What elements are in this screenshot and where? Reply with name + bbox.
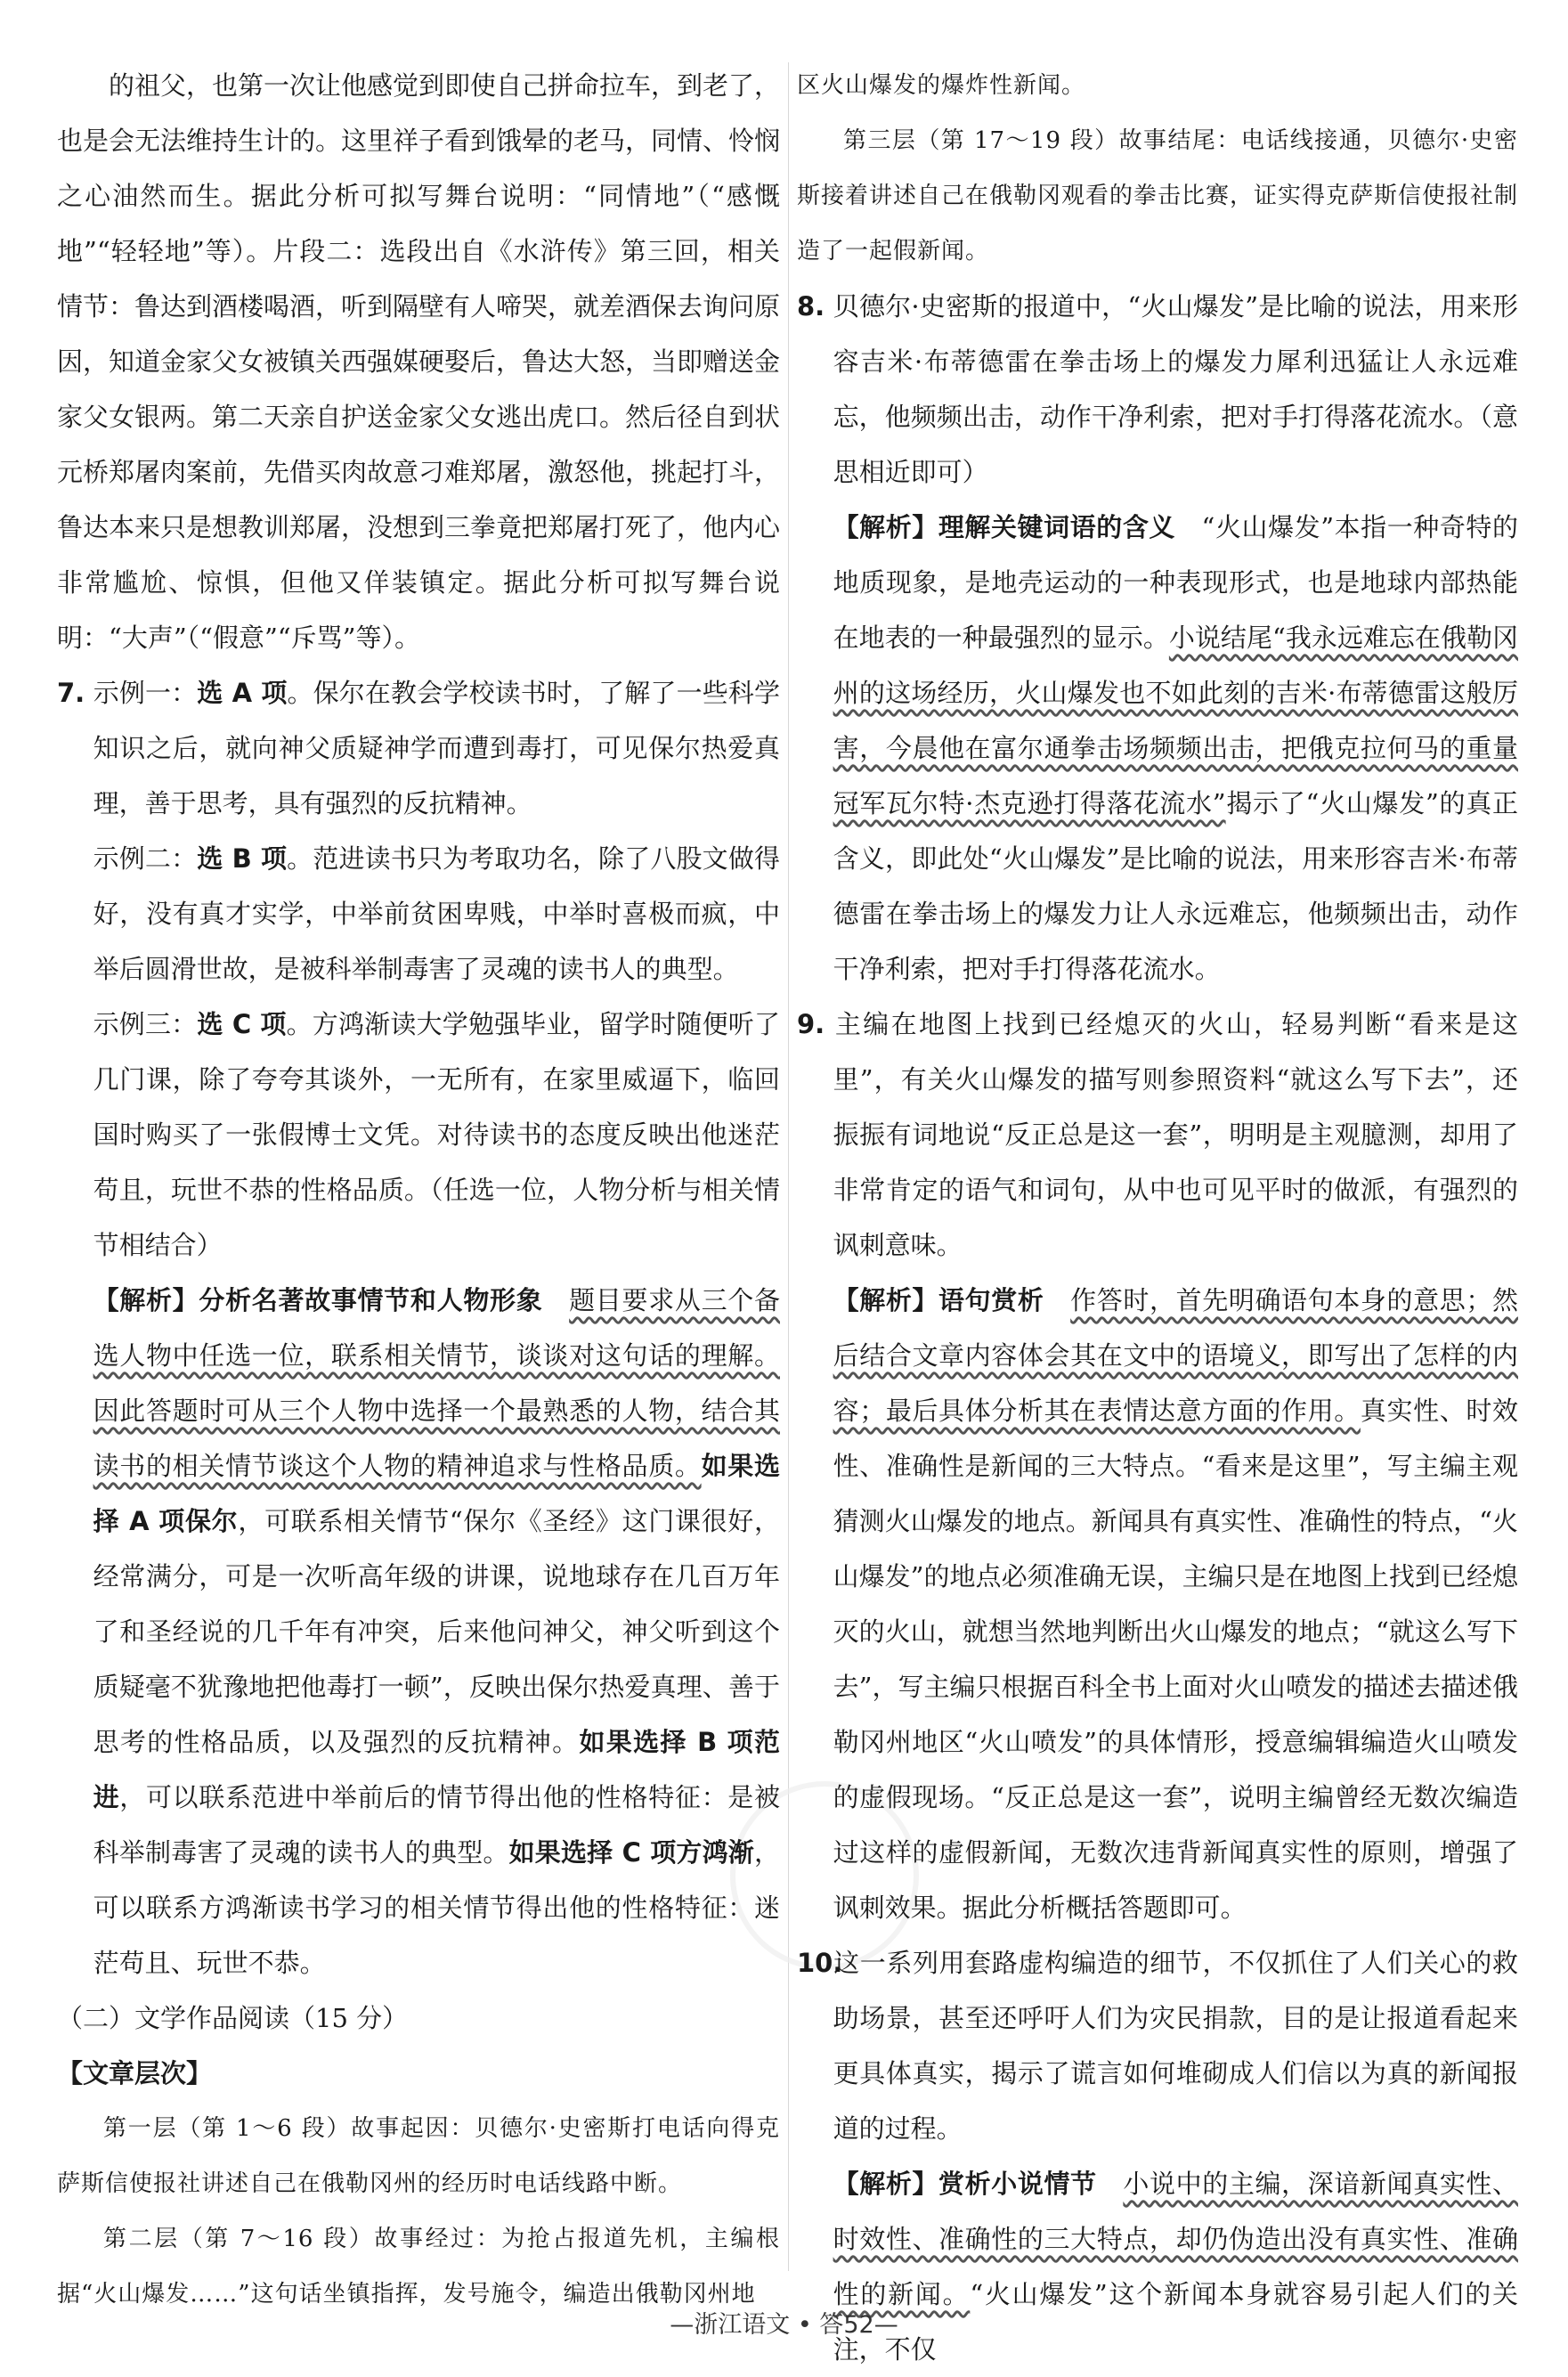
q9-answer: 9. 主编在地图上找到已经熄灭的火山，轻易判断“看来是这里”，有关火山爆发的描写则参照资料“就这么写下去”，还振振有词地说“反正总是这一套”，明明是主观臆测，却用了非常肯定的语气和词句，从中也可见平时的做派，有强烈的讽刺意味。: [797, 997, 1518, 1273]
analysis-tag: 【解析】赏析小说情节: [833, 2169, 1097, 2199]
layer-1: 第一层（第 1～6 段）故事起因：贝德尔·史密斯打电话向得克萨斯信使报社讲述自己在俄勒冈州的经历时电话线路中断。: [57, 2115, 780, 2197]
q6-analysis-continued: 的祖父，也第一次让他感觉到即使自己拼命拉车，到老了，也是会无法维持生计的。这里祥子看到饿晕的老马，同情、怜悯之心油然而生。据此分析可拟写舞台说明：“同情地”（“感慨地”“轻轻地”等）。片段二：选段出自《水浒传》第三回，相关情节：鲁达到酒楼喝酒，听到隔壁有人啼哭，就差酒保去询问原因，知道金家父女被镇关西强媒硬娶后，鲁达大怒，当即赠送金家父女银两。第二天亲自护送金家父女逃出虎口。然后径自到状元桥郑屠肉案前，先借买肉故意刁难郑屠，激怒他，挑起打斗，鲁达本来只是想教训郑屠，没想到三拳竟把郑屠打死了，他内心非常尴尬、惊惧，但他又佯装镇定。据此分析可拟写舞台说明：“大声”（“假意”“斥骂”等）。: [57, 70, 781, 653]
section-heading: （二）文学作品阅读（15 分）: [57, 2003, 409, 2033]
left-column: [57, 58, 780, 2322]
analysis-tag: 【解析】分析名著故事情节和人物形象: [93, 1285, 543, 1315]
layer-2: 第二层（第 7～16 段）故事经过：为抢占报道先机，主编根据“火山爆发……”这句话坐镇指挥，发号施令，编造出俄勒冈州地: [57, 2226, 780, 2308]
right-column: [797, 58, 1518, 2377]
q10-analysis: 【解析】赏析小说情节 小说中的主编，深谙新闻真实性、时效性、准确性的三大特点，却仍伪造出没有真实性、准确性的新闻。“火山爆发”这个新闻本身就容易引起人们的关注，不仅: [833, 2169, 1518, 2365]
q8-answer: 8. 贝德尔·史密斯的报道中，“火山爆发”是比喻的说法，用来形容吉米·布蒂德雷在拳击场上的爆发力犀利迅猛让人永远难忘，他频频出击，动作干净利索，把对手打得落花流水。（意思相近即可）: [797, 279, 1518, 500]
q7-answer-a: 7. 示例一：选 A 项。保尔在教会学校读书时，了解了一些科学知识之后，就向神父质疑神学而遭到毒打，可见保尔热爱真理，善于思考，具有强烈的反抗精神。: [57, 665, 780, 831]
q10-answer: 10.这一系列用套路虚构编造的细节，不仅抓住了人们关心的救助场景，甚至还呼吁人们为灾民捐款，目的是让报道看起来更具体真实，揭示了谎言如何堆砌成人们信以为真的新闻报道的过程。: [797, 1935, 1518, 2156]
q8-analysis: 【解析】理解关键词语的含义 “火山爆发”本指一种奇特的地质现象，是地壳运动的一种表现形式，也是地球内部热能在地表的一种最强烈的显示。小说结尾“我永远难忘在俄勒冈州的这场经历，火山爆发也不如此刻的吉米·布蒂德雷这般厉害，今晨他在富尔通拳击场频频出击，把俄克拉何马的重量冠军瓦尔特·杰克逊打得落花流水”揭示了“火山爆发”的真正含义，即此处“火山爆发”是比喻的说法，用来形容吉米·布蒂德雷在拳击场上的爆发力让人永远难忘，他频频出击，动作干净利索，把对手打得落花流水。: [833, 512, 1519, 984]
analysis-tag: 【解析】理解关键词语的含义: [833, 512, 1175, 542]
q9-analysis: 【解析】语句赏析 作答时，首先明确语句本身的意思；然后结合文章内容体会其在文中的语境义，即写出了怎样的内容；最后具体分析其在表情达意方面的作用。真实性、时效性、准确性是新闻的三大特点。“看来是这里”，写主编主观猜测火山爆发的地点。新闻具有真实性、准确性的特点，“火山爆发”的地点必须准确无误，主编只是在地图上找到已经熄灭的火山，就想当然地判断出火山爆发的地点；“就这么写下去”，写主编只根据百科全书上面对火山喷发的描述去描述俄勒冈州地区“火山喷发”的具体情形，授意编辑编造火山喷发的虚假现场。“反正总是这一套”，说明主编曾经无数次编造过这样的虚假新闻，无数次违背新闻真实性的原则，增强了讽刺效果。据此分析概括答题即可。: [833, 1285, 1518, 1923]
layer-3: 第三层（第 17～19 段）故事结尾：电话线接通，贝德尔·史密斯接着讲述自己在俄勒冈观看的拳击比赛，证实得克萨斯信使报社制造了一起假新闻。: [797, 127, 1519, 265]
q10-number: 10.: [797, 1948, 843, 1978]
page-footer: —浙江语文 • 答52—: [670, 2311, 898, 2339]
analysis-tag: 【解析】语句赏析: [833, 1285, 1044, 1315]
q9-number: 9.: [797, 1009, 825, 1039]
layer-2-continued: 区火山爆发的爆炸性新闻。: [797, 72, 1086, 99]
q8-number: 8.: [797, 291, 825, 322]
q7-analysis: 【解析】分析名著故事情节和人物形象 题目要求从三个备选人物中任选一位，联系相关情节，谈谈对这句话的理解。因此答题时可从三个人物中选择一个最熟悉的人物，结合其读书的相关情节谈这个人物的精神追求与性格品质。如果选择 A 项保尔，可联系相关情节“保尔《圣经》这门课很好，经常满分，可是一次听高年级的讲课，说地球存在几百万年了和圣经说的几千年有冲突，后来他问神父，神父听到这个质疑毫不犹豫地把他毒打一顿”，反映出保尔热爱真理、善于思考的性格品质，以及强烈的反抗精神。如果选择 B 项范进，可以联系范进中举前后的情节得出他的性格特征：是被科举制毒害了灵魂的读书人的典型。如果选择 C 项方鸿渐，可以联系方鸿渐读书学习的相关情节得出他的性格特征：迷茫苟且、玩世不恭。: [93, 1285, 781, 1978]
q7-answer-c: 示例三：选 C 项。方鸿渐读大学勉强毕业，留学时随便听了几门课，除了夸夸其谈外，一无所有，在家里威逼下，临回国时购买了一张假博士文凭。对待读书的态度反映出他迷茫苟且，玩世不恭的性格品质。（任选一位，人物分析与相关情节相结合）: [93, 1009, 780, 1260]
q7-answer-b: 示例二：选 B 项。范进读书只为考取功名，除了八股文做得好，没有真才实学，中举前贫困卑贱，中举时喜极而疯，中举后圆滑世故，是被科举制毒害了灵魂的读书人的典型。: [93, 843, 780, 984]
layers-title: 【文章层次】: [57, 2058, 213, 2088]
q7-number: 7.: [57, 678, 85, 708]
